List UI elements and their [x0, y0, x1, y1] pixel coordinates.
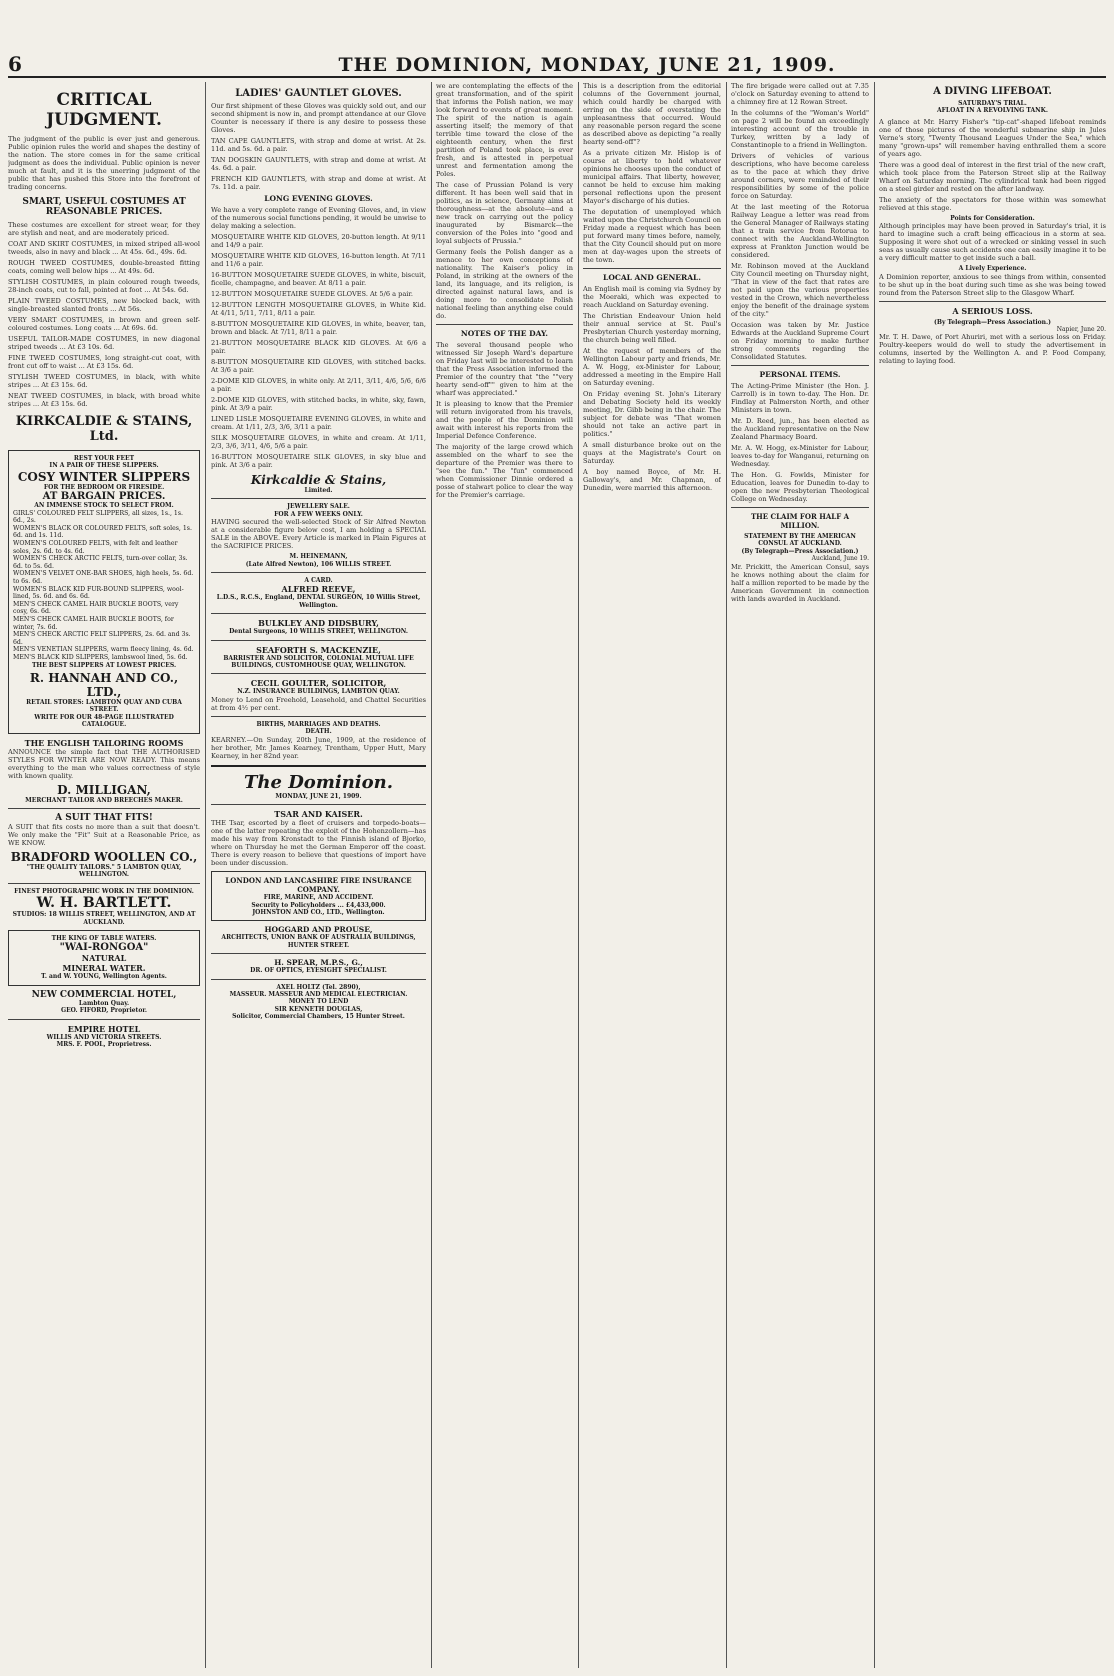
hoggard-sub: ARCHITECTS, UNION BANK OF AUSTRALIA BUILDINGS, HUNTER STREET. [221, 934, 416, 949]
johnston: JOHNSTON AND CO., LTD., Wellington. [252, 908, 385, 916]
hannah-stores: RETAIL STORES: LAMBTON QUAY AND CUBA STREET. [26, 698, 182, 714]
serious-by: (By Telegraph—Press Association.) [934, 318, 1051, 326]
local-text: A boy named Boyce, of Mr. H. Galloway's, and Mr. Chapman, of Dunedin, were married this afternoon. [583, 468, 721, 492]
paper-date: MONDAY, JUNE 21, 1909. [275, 792, 362, 800]
seaforth-sub: BARRISTER AND SOLICITOR, COLONIAL MUTUAL LIFE BUILDINGS, CUSTOMHOUSE QUAY, WELLINGTON. [223, 654, 414, 670]
notes-text: The majority of the large crowd which assembled on the wharf to see the departure of the Premier was there to "see the fun." The "fun" commenced when Commissioner Dinnie ordered a posse of stalwart police to clear the way for the Premier's carriage. [436, 443, 573, 499]
article-text: The case of Prussian Poland is very different. It has been well said that in politics, as in science, Germany aims at thoroughness—at the absolute—and a new track on carrying out the policy inaugurated by Bismarck—the conversion of the Poles into "good and loyal subjects of Prussia." [436, 181, 573, 245]
costume-item: NEAT TWEED COSTUMES, in black, with broad white stripes ... At £3 15s. 6d. [8, 392, 200, 408]
headline-critical-judgment: CRITICAL JUDGMENT. [46, 90, 162, 130]
serious-place: Napier, June 20. [1056, 326, 1106, 334]
store-name-2: Kirkcaldie & Stains, [250, 473, 387, 487]
empire-name: EMPIRE HOTEL [67, 1023, 141, 1034]
gloves-intro: Our first shipment of these Gloves was quickly sold out, and our second shipment is now in, and prompt attendance at our Glove Counter is necessary if there is any desire to possess these Gloves. [211, 102, 426, 134]
article-text: This is a description from the editorial columns of the Government journal, which could hardly be charged with erring on the side of overstating the unpleasantness that occurred. Would any reasonable person regard the scene as described above as depicting "a really hearty send-off"? [583, 82, 721, 146]
glove-item: FRENCH KID GAUNTLETS, with strap and dome at wrist. At 7s. 11d. a pair. [211, 175, 426, 191]
seaforth-name: SEAFORTH S. MACKENZIE, [256, 644, 381, 655]
evening-item: 2-DOME KID GLOVES, with stitched backs, in white, sky, fawn, pink. At 3/9 a pair. [211, 396, 426, 412]
intro-text: The judgment of the public is ever just and generous. Public opinion rules the world and shapes the destiny of the nation. The store comes in for the same critical judgment as does the individual. Public opinion is never much at fault, and it is the unerring judgment of the public that has pushed this Store into the forefront of trading concerns. [8, 135, 200, 191]
personal-text: The Hon. G. Fowlds, Minister for Education, leaves for Dunedin to-day to open the new Presbyterian Theological College on Wednesday. [731, 471, 869, 503]
local-text: An English mail is coming via Sydney by the Moeraki, which was expected to reach Auckland on Saturday evening. [583, 285, 721, 309]
column-rule [578, 82, 579, 1668]
lifeboat-text: Although principles may have been proved in Saturday's trial, it is hard to imagine such a craft being efficacious in a storm at sea. Supposing it were shot out of a wrecked or sinking vessel in such seas as usually cause such accidents one can easily imagine it to be a very difficult matter to get inside such a ball. [879, 222, 1106, 263]
masthead-title: THE DOMINION, MONDAY, JUNE 21, 1909. [338, 54, 836, 76]
costume-item: USEFUL TAILOR-MADE COSTUMES, in new diagonal striped tweeds ... At £3 10s. 6d. [8, 335, 200, 351]
serious-text: Mr. T. H. Dawe, of Port Ahuriri, met with a serious loss on Friday. Poultry-keepers would do well to study the advertisement in columns, inserted by the Wellington A. and P. Food Company, relating to laying food. [879, 333, 1106, 366]
article-text: Occasion was taken by Mr. Justice Edwards at the Auckland Supreme Court on Friday morning to make further strong comments regarding the Consolidated Statutes. [731, 321, 869, 361]
article-text: Drivers of vehicles of various descriptions, who have become careless as to the pace at which they drive around corners, were reminded of their responsibilities by some of the police force on Saturday. [731, 152, 869, 200]
page-number: 6 [8, 52, 22, 76]
hoggard-name: HOGGARD AND PROUSE, [264, 925, 373, 935]
store-name: KIRKCALDIE & STAINS, Ltd. [15, 414, 193, 444]
slipper-item: MEN'S BLACK KID SLIPPERS, lambswool lined, 5s. 6d. [13, 653, 188, 661]
holtz-sub: MASSEUR. MASSEUR AND MEDICAL ELECTRICIAN. [229, 990, 408, 998]
bradford-name: BRADFORD WOOLLEN CO., [10, 849, 198, 864]
column-3 [436, 82, 573, 1668]
bartlett-addr: STUDIOS: 18 WILLIS STREET, WELLINGTON, AND AT AUCKLAND. [12, 911, 196, 926]
slipper-item: MEN'S CHECK CAMEL HAIR BUCKLE BOOTS, very cosy, 6s. 6d. [13, 600, 179, 616]
personal-text: The Acting-Prime Minister (the Hon. J. Carroll) is in town to-day. The Hon. Dr. Findlay at Palmerston North, and other Ministers in town. [731, 382, 869, 414]
evening-item: MOSQUETAIRE WHITE KID GLOVES, 20-button length. At 9/11 and 14/9 a pair. [211, 233, 426, 249]
evening-item: 16-BUTTON MOSQUETAIRE SILK GLOVES, in sky blue and pink. At 3/6 a pair. [211, 453, 426, 469]
column-6 [879, 82, 1106, 1668]
reeve-name: ALFRED REEVE, [281, 584, 356, 595]
article-text: The fire brigade were called out at 7.35 o'clock on Saturday evening to attend to a chimney fire at 12 Rowan Street. [731, 82, 869, 106]
spear-sub: DR. OF OPTICS, EYESIGHT SPECIALIST. [250, 967, 387, 975]
afloat-title: AFLOAT IN A REVOLVING TANK. [937, 107, 1048, 115]
evening-item: 12-BUTTON MOSQUETAIRE SUEDE GLOVES. At 5/6 a pair. [211, 290, 413, 298]
costumes-heading: SMART, USEFUL COSTUMES AT [22, 197, 186, 207]
evening-item: 8-BUTTON MOSQUETAIRE KID GLOVES, with stitched backs. At 3/6 a pair. [211, 358, 426, 374]
masthead [8, 48, 1106, 78]
local-title: LOCAL AND GENERAL. [603, 273, 701, 282]
column-4 [583, 82, 721, 1668]
costume-item: PLAIN TWEED COSTUMES, new blocked back, with single-breasted slanted fronts ... At 56s. [8, 297, 200, 313]
statement-title: STATEMENT BY THE AMERICAN CONSUL AT AUCKLAND. [744, 533, 856, 548]
slipper-item: MEN'S CHECK CAMEL HAIR BUCKLE BOOTS, for winter, 7s. 6d. [13, 615, 174, 631]
glove-item: TAN DOGSKIN GAUNTLETS, with strap and dome at wrist. At 4s. 6d. a pair. [211, 156, 426, 172]
costume-item: FINE TWEED COSTUMES, long straight-cut coat, with front cut off to waist ... At £3 15s. 6d. [8, 354, 200, 370]
milligan-name: D. MILLIGAN, [57, 782, 151, 797]
hannah-catalogue: WRITE FOR OUR 48-PAGE ILLUSTRATED CATALOGUE. [34, 713, 174, 729]
slippers-ad [8, 450, 200, 734]
evening-title: LONG EVENING GLOVES. [264, 194, 373, 203]
lancs-security: Security to Policyholders ... £4,433,000. [251, 901, 386, 909]
personal-title: PERSONAL ITEMS. [759, 370, 841, 379]
evening-item: MOSQUETAIRE WHITE KID GLOVES, 16-button length. At 7/11 and 11/6 a pair. [211, 252, 426, 268]
article-text: In the columns of the "Woman's World" on page 2 will be found an exceedingly interesting account of the trouble in Turkey, written by a lady of Constantinople to a friend in Wellington. [731, 109, 869, 149]
notes-title: NOTES OF THE DAY. [460, 329, 549, 338]
slippers-line1: REST YOUR FEET [73, 455, 135, 462]
article-text: The deputation of unemployed which waited upon the Christchurch Council on Friday made a request which has been put forward many times before, namely, that the City Council should put on more men at day-wages upon the streets of the town. [583, 208, 721, 264]
article-text: we are contemplating the effects of the great transformation, and of the spirit that informs the Polish nation, we may look forward to events of great moment. The spirit of the nation is again asserting itself; the memory of that terrible time toward the close of the eighteenth century, when the first partition of Poland took place, is ever fresh, and is attested in perpetual unrest and fermentation among the Poles. [436, 82, 573, 178]
notes-text: The several thousand people who witnessed Sir Joseph Ward's departure on Friday last will be interested to learn that the Press Association informed the Premier of the country that "the ""very hearty send-off"" given to him at the wharf was appreciated." [436, 341, 573, 397]
slippers-line2: IN A PAIR OF THESE SLIPPERS. [49, 462, 159, 470]
slippers-sub: FOR THE BEDROOM OR FIRESIDE. [43, 483, 165, 491]
suit-title: A SUIT THAT FITS! [55, 812, 153, 823]
local-text: On Friday evening St. John's Literary and Debating Society held its weekly meeting, Dr. Gibb being in the chair. The subject for debate was "That women should not take an active part in politics." [583, 390, 721, 438]
reeve-sub: L.D.S., R.C.S., England, DENTAL SURGEON, 10 Willis Street, Wellington. [216, 594, 421, 609]
slipper-item: GIRLS' COLOURED FELT SLIPPERS, all sizes, 1s., 1s. 6d., 2s. [13, 509, 184, 525]
article-text: Germany feels the Polish danger as a menace to her own conceptions of nationality. The Kaiser's policy in Poland, in striking at the owners of the land, its language, and its religion, is directed against natural laws, and is doing more to consolidate Polish national feeling than anything else could do. [436, 248, 573, 320]
costume-item: STYLISH TWEED COSTUMES, in black, with white stripes ... At £3 15s. 6d. [8, 373, 200, 389]
heinemann-name: M. HEINEMANN, [289, 553, 348, 561]
evening-item: 12-BUTTON LENGTH MOSQUETAIRE GLOVES, in White Kid. At 4/11, 5/11, 7/11, 8/11 a pair. [211, 301, 426, 317]
column-rule [874, 82, 875, 1668]
photo-line: FINEST PHOTOGRAPHIC WORK IN THE DOMINION. [14, 887, 194, 895]
evening-item: 8-BUTTON MOSQUETAIRE KID GLOVES, in white, beaver, tan, brown and black. At 7/11, 8/11 a pair. [211, 320, 426, 336]
slippers-title: COSY WINTER SLIPPERS [17, 469, 191, 484]
costume-item: VERY SMART COSTUMES, in brown and green self-coloured costumes. Long coats ... At 69s. 6d. [8, 316, 200, 332]
slipper-item: MEN'S CHECK ARCTIC FELT SLIPPERS, 2s. 6d. and 3s. 6d. [13, 631, 191, 646]
statement-by: (By Telegraph—Press Association.) [741, 547, 859, 555]
lancs-sub: FIRE, MARINE, AND ACCIDENT. [263, 894, 374, 902]
notes-text: It is pleasing to know that the Premier will return invigorated from his travels, and the people of the Dominion will await with interest his reports from the Imperial Defence Conference. [436, 400, 573, 440]
local-text: The Christian Endeavour Union held their annual service at St. Paul's Presbyterian Church yesterday morning, the church being well filled. [583, 312, 721, 344]
column-1 [8, 82, 200, 1668]
bulkley-name: BULKLEY AND DIDSBURY, [258, 618, 379, 629]
personal-text: Mr. A. W. Hogg, ex-Minister for Labour, leaves to-day for Wanganui, returning on Wednesday. [731, 444, 869, 468]
hannah-name: R. HANNAH AND CO., LTD., [29, 670, 179, 699]
slipper-item: MEN'S VENETIAN SLIPPERS, warm fleecy lining, 4s. 6d. [13, 646, 194, 654]
suit-text: A SUIT that fits costs no more than a suit that doesn't. We only make the "Fit" Suit at a Reasonable Price, as WE KNOW. [8, 822, 200, 847]
paper-title: The Dominion. [244, 771, 393, 793]
card-title: A CARD. [304, 577, 333, 585]
bulkley-sub: Dental Surgeons, 10 WILLIS STREET, WELLINGTON. [229, 628, 408, 636]
lifeboat-text: There was a good deal of interest in the first trial of the new craft, which took place from the Paterson Street slip at the Railway Wharf on Saturday morning. The cylindrical tank had been rigged on a steel girder and rested on the after landway. [879, 160, 1106, 193]
evening-item: 21-BUTTON MOSQUETAIRE BLACK KID GLOVES. At 6/6 a pair. [211, 339, 426, 355]
column-rule [205, 82, 206, 1668]
costume-item: ROUGH TWEED COSTUMES, double-breasted fitting coats, coming well below hips ... At 49s. 6d. [8, 259, 200, 275]
costumes-lead: These costumes are excellent for street wear, for they are stylish and neat, and are moderately priced. [8, 221, 200, 237]
slipper-item: WOMEN'S BLACK KID FUR-BOUND SLIPPERS, wool-lined, 5s. 6d. and 6s. 6d. [13, 585, 184, 601]
statement-place: Auckland, June 19. [811, 555, 869, 563]
column-rule [431, 82, 432, 1668]
insurance-ad [211, 871, 426, 921]
waters-line: THE KING OF TABLE WATERS. [51, 934, 157, 942]
spear-name: H. SPEAR, M.P.S., G., [274, 958, 363, 968]
evening-item: 16-BUTTON MOSQUETAIRE SUEDE GLOVES, in white, biscuit, ficelle, champagne, and beaver. At 8/11 a pair. [211, 271, 426, 287]
points-title: Points for Consideration. [950, 214, 1035, 222]
column-rule [726, 82, 727, 1668]
holtz-name: AXEL HOLTZ (Tel. 2890), [276, 983, 361, 991]
slippers-select: AN IMMENSE STOCK TO SELECT FROM. [34, 502, 174, 510]
lancs-name: LONDON AND LANCASHIRE FIRE INSURANCE COMPANY. [225, 876, 412, 895]
article-text: At the last meeting of the Rotorua Railway League a letter was read from the General Manager of Railways stating that a train service from Rotorua to connect with the Auckland-Wellington express at Frankton Junction would be considered. [731, 203, 869, 259]
death-title: DEATH. [305, 728, 332, 736]
tsar-title: TSAR AND KAISER. [274, 809, 363, 820]
evening-item: SILK MOSQUETAIRE GLOVES, in white and cream. At 1/11, 2/3, 3/6, 3/11, 4/6, 5/6 a pair. [211, 434, 426, 450]
local-text: A small disturbance broke out on the quays at the Magistrate's Court on Saturday. [583, 441, 721, 465]
waters-agent: T. and W. YOUNG, Wellington Agents. [41, 973, 167, 981]
gloves-title: LADIES' GAUNTLET GLOVES. [235, 88, 402, 99]
slipper-item: WOMEN'S COLOURED FELTS, with felt and leather soles, 2s. 6d. to 4s. 6d. [13, 540, 178, 555]
glove-item: TAN CAPE GAUNTLETS, with strap and dome at wrist. At 2s. 11d. and 5s. 6d. a pair. [211, 137, 426, 153]
lifeboat-sub: SATURDAY'S TRIAL. [958, 100, 1027, 107]
lifeboat-title: A DIVING LIFEBOAT. [933, 86, 1052, 97]
slippers-prices: AT BARGAIN PRICES. [42, 491, 166, 503]
douglas-sub: Solicitor, Commercial Chambers, 15 Hunter Street. [232, 1013, 405, 1021]
evening-item: 2-DOME KID GLOVES, in white only. At 2/11, 3/11, 4/6, 5/6, 6/6 a pair. [211, 377, 426, 393]
empire-sub: WILLIS AND VICTORIA STREETS. [46, 1033, 162, 1041]
lively-title: A Lively Experience. [958, 265, 1027, 273]
costumes-subheading: REASONABLE PRICES. [45, 207, 163, 217]
bradford-sub: "THE QUALITY TAILORS." 5 LAMBTON QUAY, WELLINGTON. [26, 863, 182, 879]
money-text: Money to Lend on Freehold, Leasehold, and Chattel Securities at from 4½ per cent. [211, 695, 426, 712]
jewellery-title: JEWELLERY SALE. [287, 503, 350, 511]
slipper-item: WOMEN'S BLACK OR COLOURED FELTS, soft soles, 1s. 6d. and 1s. 11d. [13, 524, 192, 540]
empire-prop: MRS. F. POOL, Proprietress. [56, 1041, 152, 1048]
slipper-item: WOMEN'S VELVET ONE-BAR SHOES, high heels, 5s. 6d. to 6s. 6d. [13, 570, 194, 585]
hotel-prop: GEO. FIFORD, Proprietor. [60, 1007, 148, 1015]
tsar-text: THE Tsar, escorted by a fleet of cruisers and torpedo-boats—one of the latter repeating the exploit of the Hohenzollern—has made his way from Kronstadt to the Finnish island of Bjorko, where on Thursday he met the German Emperor off the coast. There is every reason to believe that questions of import have been under discussion. [211, 819, 426, 868]
waters-natural: NATURAL [81, 953, 127, 964]
serious-title: A SERIOUS LOSS. [952, 305, 1033, 316]
tailoring-text: ANNOUNCE the simple fact that THE AUTHORISED STYLES FOR WINTER ARE NOW READY. This means everything to the man who values correctness of style with known quality. [8, 747, 200, 780]
evening-item: LINED LISLE MOSQUETAIRE EVENING GLOVES, in white and cream. At 1/11, 2/3, 3/6, 3/11 a pair. [211, 415, 426, 431]
costume-item: STYLISH COSTUMES, in plain coloured rough tweeds, 28-inch coats, cut to fall, pointed at foot ... At 54s. 6d. [8, 278, 200, 294]
bmd-title: BIRTHS, MARRIAGES AND DEATHS. [256, 720, 381, 728]
bartlett-name: W. H. BARTLETT. [36, 895, 172, 912]
article-text: As a private citizen Mr. Hislop is of course at liberty to hold whatever opinions he chooses upon the conduct of municipal affairs. That liberty, however, cannot be held to excuse him making personal reflections upon the present Mayor's discharge of his duties. [583, 149, 721, 205]
personal-text: Mr. D. Reed, jun., has been elected as the Auckland representative on the New Zealand Pharmacy Board. [731, 417, 869, 441]
lifeboat-text: A glance at Mr. Harry Fisher's "tip-cat"-shaped lifeboat reminds one of those pictures of the wonderful submarine ship in Jules Verne's story, "Twenty Thousand Leagues Under the Sea," which many "grown-ups" will remember having enthralled them a score of years ago. [879, 117, 1106, 158]
column-2 [211, 82, 426, 1668]
tailoring-title: THE ENGLISH TAILORING ROOMS [24, 737, 184, 748]
waters-ad [8, 930, 200, 986]
column-5 [731, 82, 869, 1668]
lifeboat-text: The anxiety of the spectators for those within was somewhat relieved at this stage. [879, 195, 1106, 212]
slipper-item: WOMEN'S CHECK ARCTIC FELTS, turn-over collar, 3s. 6d. to 5s. 6d. [13, 555, 188, 570]
store-sub: Limited. [304, 487, 333, 494]
loan-title: MONEY TO LEND [288, 998, 349, 1006]
milligan-sub: MERCHANT TAILOR AND BREECHES MAKER. [25, 796, 183, 804]
hotel-name: NEW COMMERCIAL HOTEL, [31, 989, 177, 1000]
statement-text: Mr. Prickitt, the American Consul, says he knows nothing about the claim for half a million reported to be made by the American Government in connection with lands awarded in Auckland. [731, 562, 869, 603]
local-text: At the request of members of the Wellington Labour party and friends, Mr. A. W. Hogg, ex-Minister for Labour, addressed a meeting in the Empire Hall on Saturday evening. [583, 347, 721, 387]
slippers-best: THE BEST SLIPPERS AT LOWEST PRICES. [31, 661, 177, 669]
goulter-sub: N.Z. INSURANCE BUILDINGS, LAMBTON QUAY. [237, 688, 400, 696]
hotel-sub: Lambton Quay. [78, 999, 130, 1007]
waters-mineral: MINERAL WATER. [62, 963, 146, 974]
article-text: Mr. Robinson moved at the Auckland City Council meeting on Thursday night, "That in view of the fact that rates are not paid upon the various properties vested in the Crown, which nevertheless enjoy the benefit of the drainage system of the city." [731, 262, 869, 318]
costume-item: COAT AND SKIRT COSTUMES, in mixed striped all-wool tweeds, also in navy and black ... At 45s. 6d., 49s. 6d. [8, 240, 200, 256]
heinemann-addr: (Late Alfred Newton), 106 WILLIS STREET. [245, 560, 392, 568]
claim-title: THE CLAIM FOR HALF A MILLION. [750, 512, 850, 530]
jewellery-text: HAVING secured the well-selected Stock of Sir Alfred Newton at a considerable figure below cost, I am holding a SPECIAL SALE in the ABOVE. Every Article is marked in Plain Figures at the SACRIFICE PRICES. [211, 518, 426, 551]
lifeboat-text: A Dominion reporter, anxious to see things from within, consented to be shut up in the boat during such time as she was being towed round from the Paterson Street slip to the Glasgow Wharf. [879, 272, 1106, 297]
goulter-name: CECIL GOULTER, SOLICITOR, [250, 678, 387, 689]
jewellery-sub: FOR A FEW WEEKS ONLY. [274, 510, 363, 518]
evening-intro: We have a very complete range of Evening Gloves, and, in view of the numerous social functions pending, it would be unwise to delay making a selection. [211, 206, 426, 230]
douglas-name: SIR KENNETH DOUGLAS, [274, 1005, 363, 1013]
waters-name: "WAI-RONGOA" [59, 942, 149, 954]
death-text: KEARNEY.—On Sunday, 20th June, 1909, at the residence of her brother, Mr. James Kearney, Trentham, Upper Hutt, Mary Kearney, in her 82nd year. [211, 735, 426, 760]
